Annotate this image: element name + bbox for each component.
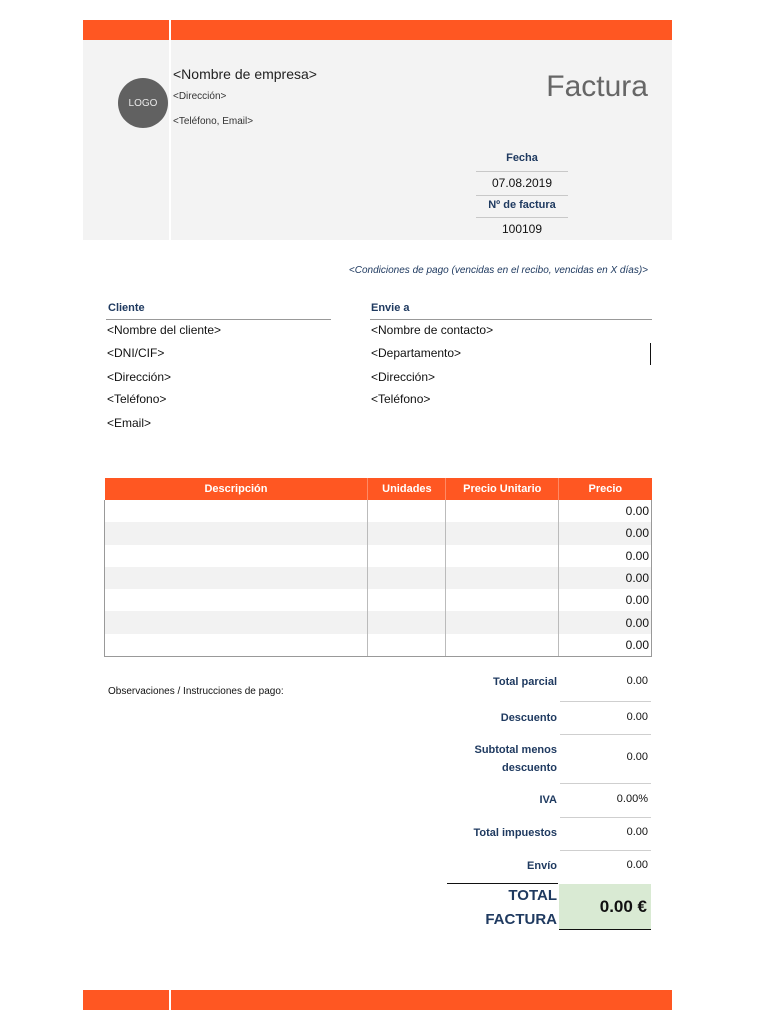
shipping-value[interactable]: 0.00 [626, 859, 648, 871]
company-contact[interactable]: <Teléfono, Email> [173, 116, 254, 127]
total-tax-label: Total impuestos [473, 827, 557, 839]
cell-units[interactable] [368, 500, 446, 522]
company-address[interactable]: <Dirección> [173, 91, 227, 102]
subtotal-label: Total parcial [493, 676, 557, 688]
ship-address[interactable]: <Dirección> [371, 370, 436, 384]
shipping-label: Envío [527, 860, 557, 872]
invoice-number-value[interactable]: 100109 [501, 222, 543, 236]
subtotal-less-discount-label: Subtotal menos descuento [474, 744, 557, 774]
cell-price[interactable]: 0.00 [559, 611, 652, 633]
table-row [105, 589, 652, 611]
cell-price[interactable]: 0.00 [559, 545, 652, 567]
ship-phone[interactable]: <Teléfono> [371, 392, 431, 406]
tax-label: IVA [539, 794, 557, 806]
cell-description[interactable] [105, 589, 368, 611]
company-logo: LOGO [118, 78, 168, 128]
cell-units[interactable] [368, 611, 446, 633]
subtotal-less-discount-value[interactable]: 0.00 [626, 751, 648, 763]
client-heading: Cliente [108, 302, 145, 314]
table-row [105, 545, 652, 567]
col-description: Descripción [105, 478, 368, 500]
date-label: Fecha [506, 152, 538, 164]
ship-contact[interactable]: <Nombre de contacto> [371, 323, 494, 337]
cell-units[interactable] [368, 545, 446, 567]
cell-description[interactable] [105, 634, 368, 657]
invoice-title: Factura [546, 70, 648, 103]
invoice-total-label: TOTAL FACTURA [485, 887, 557, 928]
notes-label[interactable]: Observaciones / Instrucciones de pago: [108, 686, 284, 697]
company-name[interactable]: <Nombre de empresa> [173, 66, 317, 82]
cell-unit-price[interactable] [446, 567, 559, 589]
cell-price[interactable]: 0.00 [559, 634, 652, 657]
client-id[interactable]: <DNI/CIF> [107, 346, 165, 360]
text-cursor [650, 343, 651, 365]
total-tax-value[interactable]: 0.00 [626, 826, 648, 838]
col-units: Unidades [368, 478, 446, 500]
table-row [105, 500, 652, 522]
client-name[interactable]: <Nombre del cliente> [107, 323, 222, 337]
cell-price[interactable]: 0.00 [559, 500, 652, 522]
col-price: Precio [559, 478, 652, 500]
cell-unit-price[interactable] [446, 634, 559, 657]
client-address[interactable]: <Dirección> [107, 370, 172, 384]
col-unit-price: Precio Unitario [446, 478, 559, 500]
ship-to-heading: Envie a [371, 302, 410, 314]
cell-units[interactable] [368, 589, 446, 611]
client-phone[interactable]: <Teléfono> [107, 392, 167, 406]
items-table [104, 478, 652, 657]
cell-unit-price[interactable] [446, 545, 559, 567]
invoice-header [83, 40, 672, 240]
subtotal-value[interactable]: 0.00 [626, 675, 648, 687]
discount-value[interactable]: 0.00 [626, 711, 648, 723]
cell-description[interactable] [105, 611, 368, 633]
table-row [105, 522, 652, 544]
cell-description[interactable] [105, 545, 368, 567]
cell-unit-price[interactable] [446, 522, 559, 544]
cell-description[interactable] [105, 500, 368, 522]
cell-price[interactable]: 0.00 [559, 589, 652, 611]
date-value[interactable]: 07.08.2019 [491, 176, 553, 190]
cell-description[interactable] [105, 522, 368, 544]
invoice-number-label: Nº de factura [488, 199, 556, 211]
cell-unit-price[interactable] [446, 589, 559, 611]
cell-units[interactable] [368, 634, 446, 657]
table-row [105, 567, 652, 589]
cell-price[interactable]: 0.00 [559, 522, 652, 544]
table-row [105, 611, 652, 633]
cell-price[interactable]: 0.00 [559, 567, 652, 589]
tax-value[interactable]: 0.00% [616, 793, 648, 805]
payment-conditions[interactable]: <Condiciones de pago (vencidas en el recibo, vencidas en X días)> [348, 265, 648, 276]
discount-label: Descuento [500, 712, 557, 724]
cell-units[interactable] [368, 567, 446, 589]
cell-units[interactable] [368, 522, 446, 544]
client-email[interactable]: <Email> [107, 416, 152, 430]
bottom-accent-bar [83, 990, 672, 1010]
cell-description[interactable] [105, 567, 368, 589]
cell-unit-price[interactable] [446, 611, 559, 633]
ship-department[interactable]: <Departamento> [371, 346, 462, 360]
cell-unit-price[interactable] [446, 500, 559, 522]
top-accent-bar [83, 20, 672, 40]
invoice-total-value[interactable]: 0.00 € [559, 884, 651, 930]
table-row [105, 634, 652, 657]
